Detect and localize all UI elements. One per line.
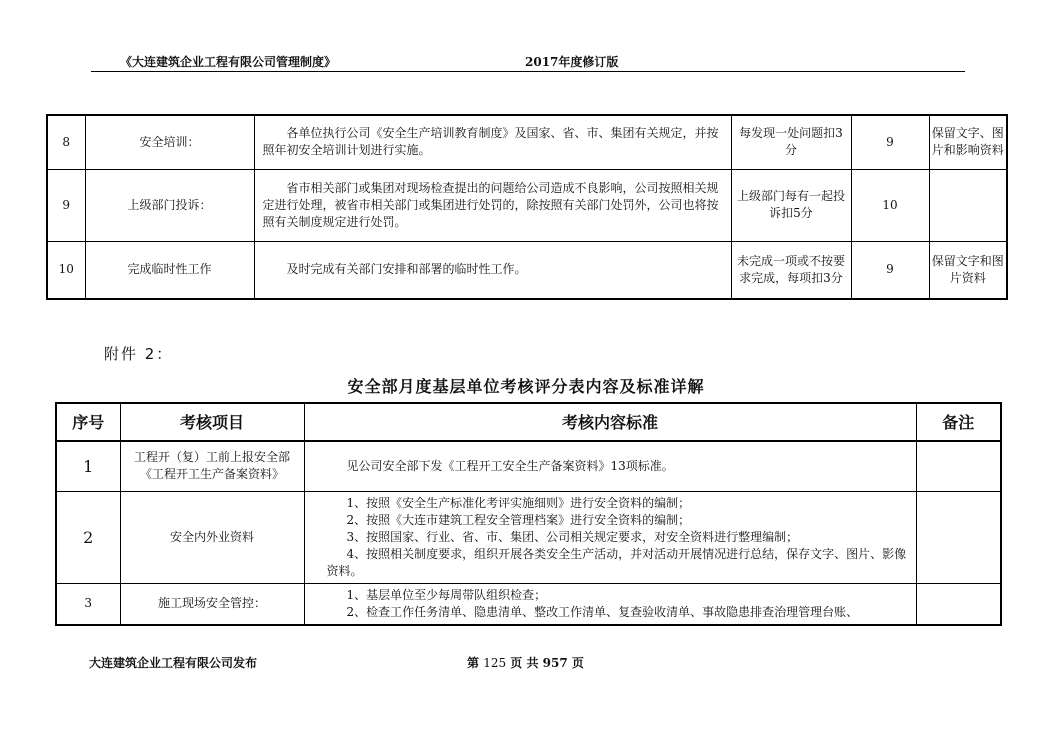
header-standard: 考核内容标准 [304,403,916,441]
header-divider [91,71,965,72]
attachment-label: 附件 2： [104,345,174,363]
page-mid: 页 共 [510,656,539,670]
row-remark [916,441,1001,491]
row-standard [304,583,916,625]
document-title: 《大连建筑企业工程有限公司管理制度》 [120,55,337,69]
row-number: 10 [47,241,85,299]
row-number: 1 [56,441,120,491]
row-content: 省市相关部门或集团对现场检查提出的问题给公司造成不良影响，公司按照相关规定进行处理，被省市相关部门或集团进行处罚的，除按照有关部门处罚外，公司也将按照有关制度规定进行处罚。 [254,169,731,241]
standard-line: 4、按照相关制度要求，组织开展各类安全生产活动，并对活动开展情况进行总结，保存文字、图片、影像资料。 [326,546,907,578]
assessment-table-continued [46,114,1008,300]
row-content: 及时完成有关部门安排和部署的临时性工作。 [254,241,731,299]
table-header-row [56,403,1001,441]
row-item: 完成临时性工作 [85,241,254,299]
row-item: 安全培训： [85,115,254,169]
row-standard [304,441,916,491]
standard-line: 3、按照国家、行业、省、市、集团、公司相关规定要求，对安全资料进行整理编制； [346,529,799,544]
row-number: 3 [56,583,120,625]
row-number: 2 [56,491,120,583]
page-current: 125 [483,656,507,670]
standard-line: 1、按照《安全生产标准化考评实施细则》进行安全资料的编制； [346,495,691,510]
table-row [56,583,1001,625]
row-number: 8 [47,115,85,169]
standard-line: 见公司安全部下发《工程开工安全生产备案资料》13项标准。 [346,458,674,473]
row-score: 10 [851,169,929,241]
row-item: 安全内外业资料 [120,491,304,583]
row-content: 各单位执行公司《安全生产培训教育制度》及国家、省、市、集团有关规定，并按照年初安全培训计划进行实施。 [254,115,731,169]
header-number: 序号 [56,403,120,441]
row-deduction: 上级部门每有一起投诉扣5分 [731,169,851,241]
row-remark [916,491,1001,583]
table-title: 安全部月度基层单位考核评分表内容及标准详解 [347,377,705,396]
header-item: 考核项目 [120,403,304,441]
page-indicator [467,654,584,671]
page-suffix: 页 [571,656,584,670]
row-score: 9 [851,115,929,169]
row-deduction: 未完成一项或不按要求完成，每项扣3分 [731,241,851,299]
row-deduction: 每发现一处问题扣3分 [731,115,851,169]
table-row [56,491,1001,583]
row-remark: 保留文字、图片和影响资料 [929,115,1007,169]
page-prefix: 第 [467,656,480,670]
page-total: 957 [542,656,568,670]
row-remark: 保留文字和图片资料 [929,241,1007,299]
row-remark [929,169,1007,241]
row-item: 施工现场安全管控： [120,583,304,625]
row-number: 9 [47,169,85,241]
scoring-standard-table [55,402,1002,626]
standard-line: 2、检查工作任务清单、隐患清单、整改工作清单、复查验收清单、事故隐患排查治理管理台账、 [346,604,859,619]
edition-label: 2017年度修订版 [525,55,619,69]
header-remark: 备注 [916,403,1001,441]
row-standard [304,491,916,583]
standard-line: 1、基层单位至少每周带队组织检查； [346,587,547,602]
row-score: 9 [851,241,929,299]
row-item: 上级部门投诉： [85,169,254,241]
standard-line: 2、按照《大连市建筑工程安全管理档案》进行安全资料的编制； [346,512,691,527]
table-row [56,441,1001,491]
table-row [47,115,1007,169]
table-row [47,169,1007,241]
table-row [47,241,1007,299]
footer-publisher: 大连建筑企业工程有限公司发布 [89,656,258,670]
row-remark [916,583,1001,625]
row-item: 工程开（复）工前上报安全部《工程开工生产备案资料》 [120,441,304,491]
